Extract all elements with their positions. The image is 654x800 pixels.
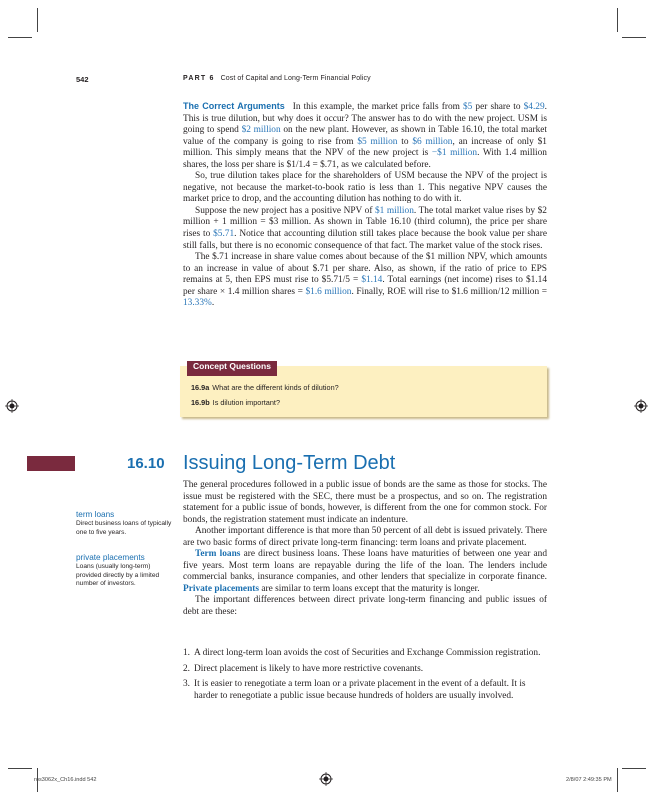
list-number: 2. bbox=[183, 663, 191, 674]
registration-mark-icon bbox=[634, 399, 648, 413]
part-title: Cost of Capital and Long-Term Financial Policy bbox=[220, 75, 371, 82]
text-run: . The total market value rises by $2 million + 1 million = $3 million. As shown in Table 16.10 (third column), the price per share rises to bbox=[183, 205, 547, 240]
list-item bbox=[183, 679, 547, 702]
value-highlight: $5.71 bbox=[213, 229, 235, 240]
margin-term bbox=[76, 510, 176, 537]
margin-term-title: private placements bbox=[76, 553, 145, 562]
paragraph-true-dilution: So, true dilution takes place for the shareholders of USM because the NPV of the project is negative, not because the market-to-book ratio is less than 1. This negative NPV causes the market price to drop, and the accounting dilution has nothing to do with it. bbox=[183, 171, 547, 205]
crop-mark bbox=[8, 37, 32, 38]
file-slug: ros3062x_Ch16.indd 542 bbox=[34, 777, 97, 783]
section-number: 16.10 bbox=[127, 455, 165, 472]
crop-mark bbox=[37, 8, 38, 32]
registration-mark-icon bbox=[319, 772, 333, 786]
text-run: Suppose the new project has a positive NPV of bbox=[195, 205, 375, 216]
page-number: 542 bbox=[76, 75, 89, 84]
question-text: What are the different kinds of dilution? bbox=[212, 383, 339, 392]
section-paragraph: The general procedures followed in a public issue of bonds are the same as those for stocks. The issue must be registered with the SEC, there must be a prospectus, and so on. The registration statement for a public issue of bonds, however, is different from the one for common stock. For bonds, the registration statement must indicate an indenture. bbox=[183, 480, 547, 525]
text-run: to bbox=[397, 136, 413, 147]
margin-term-definition: Direct business loans of typically one to five years. bbox=[76, 520, 172, 536]
concept-questions-title: Concept Questions bbox=[187, 361, 277, 376]
text-run: . This is true dilution, but why does it occur? The answer has to do with the new project. USM is going to spend bbox=[183, 102, 547, 136]
text-run: . Finally, ROE will rise to $1.6 million/12 million = bbox=[351, 286, 548, 297]
text-run: . Notice that accounting dilution still takes place because the book value per share still falls, but there is no economic consequence of that fact. The market value of the stock rises. bbox=[183, 229, 547, 251]
text-run: . bbox=[211, 298, 215, 309]
running-header bbox=[183, 75, 371, 82]
crop-mark bbox=[622, 768, 646, 769]
paragraph-heading: The Correct Arguments bbox=[183, 101, 285, 111]
margin-term-definition: Loans (usually long-term) provided directly by a limited number of investors. bbox=[76, 563, 160, 588]
text-run: . Total earnings (net income) rises to $1.14 per share × 1.4 million shares = bbox=[183, 275, 547, 297]
timestamp-slug: 2/8/07 2:49:35 PM bbox=[566, 777, 612, 783]
part-label: PART 6 bbox=[183, 75, 215, 82]
value-highlight: $1.14 bbox=[361, 275, 383, 286]
text-run: per share to bbox=[472, 102, 524, 112]
margin-term bbox=[76, 553, 176, 589]
key-term: Private placements bbox=[183, 583, 260, 594]
text-run: are direct business loans. These loans have maturities of between one year and five years. Most term loans are repayable during the life of the loan. The lenders include commercial banks, insurance companies, and other lenders that specialize in corporate finance. bbox=[183, 549, 547, 583]
section-paragraph bbox=[183, 549, 547, 595]
value-highlight: $1 million bbox=[374, 205, 414, 216]
section-paragraph: The important differences between direct private long-term financing and public issues of debt are these: bbox=[183, 595, 547, 618]
value-highlight: −$1 million bbox=[431, 148, 478, 159]
text-run: on the new plant. However, as shown in Table 16.10, the total market value of the company is going to rise from bbox=[183, 125, 547, 147]
value-highlight: $1.6 million bbox=[305, 286, 352, 297]
margin-term-title: term loans bbox=[76, 510, 115, 519]
registration-mark-icon bbox=[5, 399, 19, 413]
text-run: are similar to term loans except that the maturity is longer. bbox=[259, 583, 480, 594]
list-item bbox=[183, 648, 547, 660]
question-text: Is dilution important? bbox=[212, 398, 281, 407]
main-text-block bbox=[183, 101, 547, 310]
crop-mark bbox=[8, 768, 32, 769]
concept-question bbox=[191, 398, 280, 407]
section-title: Issuing Long-Term Debt bbox=[183, 452, 396, 474]
section-paragraph: Another important difference is that more than 50 percent of all debt is issued privately. There are two basic forms of direct private long-term financing: term loans and private placement. bbox=[183, 526, 547, 548]
value-highlight: 13.33% bbox=[183, 298, 212, 309]
crop-mark bbox=[617, 8, 618, 32]
section-bar bbox=[27, 456, 75, 471]
text-run: In this example, the market price falls from bbox=[292, 102, 463, 112]
paragraph-share-value bbox=[183, 252, 547, 310]
value-highlight: $4.29 bbox=[523, 102, 545, 112]
question-number: 16.9a bbox=[191, 383, 210, 392]
value-highlight: $5 bbox=[462, 102, 473, 112]
value-highlight: $5 million bbox=[357, 136, 398, 147]
paragraph-positive-npv bbox=[183, 206, 547, 252]
list-number: 3. bbox=[183, 679, 191, 690]
list-text: A direct long-term loan avoids the cost of Securities and Exchange Commission registration. bbox=[194, 648, 541, 658]
differences-list bbox=[183, 648, 547, 706]
list-number: 1. bbox=[183, 648, 191, 658]
question-number: 16.9b bbox=[191, 398, 210, 407]
list-text: It is easier to renegotiate a term loan or a private placement in the event of a default. It is harder to renegotiate a public issue because hundreds of holders are usually involved. bbox=[194, 679, 526, 701]
key-term: Term loans bbox=[195, 549, 241, 560]
crop-mark bbox=[622, 37, 646, 38]
text-run: . With 1.4 million shares, the loss per share is $1/1.4 = $.71, as we calculated before. bbox=[183, 148, 547, 170]
value-highlight: $6 million bbox=[412, 136, 453, 147]
list-item bbox=[183, 664, 547, 676]
text-run: , an increase of only $1 million. This simply means that the NPV of the new project is bbox=[183, 136, 547, 159]
value-highlight: $2 million bbox=[241, 125, 281, 136]
paragraph-correct-arguments bbox=[183, 101, 547, 171]
list-text: Direct placement is likely to have more restrictive covenants. bbox=[194, 663, 424, 674]
concept-question bbox=[191, 383, 339, 392]
crop-mark bbox=[617, 768, 618, 792]
text-run: The $.71 increase in share value comes about because of the $1 million NPV, which amounts to an increase in value of about $.71 per share. Also, as shown, if the ratio of price to EPS remains at 5, then EPS must rise to $5.71/5 = bbox=[183, 252, 547, 286]
section-text-block bbox=[183, 480, 547, 619]
